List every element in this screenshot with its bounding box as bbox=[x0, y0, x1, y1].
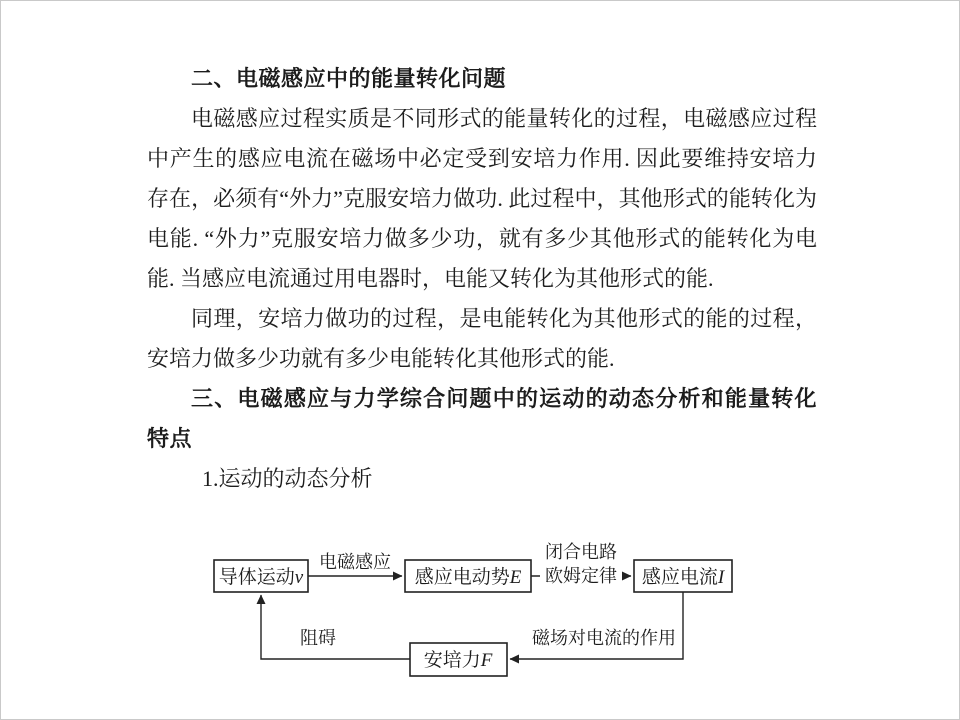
arrow-hinder bbox=[261, 595, 410, 659]
text-content bbox=[147, 59, 817, 499]
flow-diagram bbox=[196, 541, 756, 699]
section-3-list-item: 1.运动的动态分析 bbox=[202, 466, 373, 491]
hinder-label: 阻碍 bbox=[300, 628, 336, 648]
section-2-heading: 二、电磁感应中的能量转化问题 bbox=[191, 66, 507, 91]
section-2-paragraph-2: 同理，安培力做功的过程，是电能转化为其他形式的能的过程，安培力做多少功就有多少电能转化其他形式的能. bbox=[147, 306, 817, 371]
ohm-law-label: 欧姆定律 bbox=[545, 566, 617, 586]
closed-circuit-label: 闭合电路 bbox=[545, 542, 617, 562]
arrow-field-action bbox=[510, 592, 683, 659]
box-conductor-motion-label: 导体运动v bbox=[218, 567, 304, 588]
field-action-label: 磁场对电流的作用 bbox=[532, 628, 676, 648]
box-induced-emf-label: 感应电动势E bbox=[414, 567, 522, 588]
induction-label: 电磁感应 bbox=[319, 552, 391, 572]
box-induced-current-label: 感应电流I bbox=[641, 567, 725, 588]
box-ampere-force-label: 安培力F bbox=[423, 650, 493, 671]
section-2-paragraph-1: 电磁感应过程实质是不同形式的能量转化的过程，电磁感应过程中产生的感应电流在磁场中必定受到安培力作用. 因此要维持安培力存在，必须有“外力”克服安培力做功. 此过程中，其他形式的能转化为电能. “外力”克服安培力做多少功，就有多少其他形式的能转化为电能. 当感应电流通过用电器时，电能又转化为其他形式的能. bbox=[147, 106, 817, 291]
section-3-heading: 三、电磁感应与力学综合问题中的运动的动态分析和能量转化特点 bbox=[147, 386, 817, 451]
